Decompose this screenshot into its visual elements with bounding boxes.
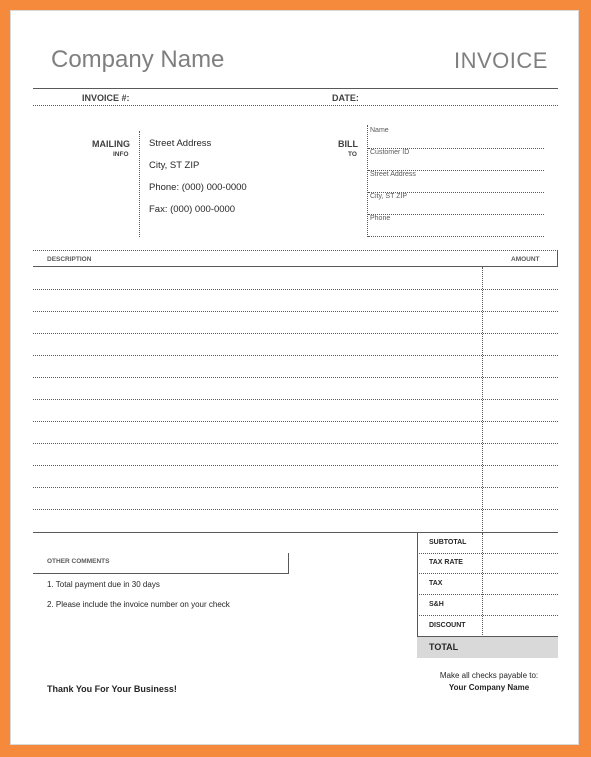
totals-line bbox=[417, 553, 558, 554]
comment-line-2: 2. Please include the invoice number on your check bbox=[47, 600, 230, 609]
bill-label: BILL bbox=[338, 139, 358, 149]
comment-line-1: 1. Total payment due in 30 days bbox=[47, 580, 160, 589]
comments-header: OTHER COMMENTS bbox=[47, 558, 110, 565]
totals-line bbox=[417, 594, 558, 595]
invoice-number-label: INVOICE #: bbox=[82, 93, 130, 103]
item-row-line bbox=[33, 377, 558, 378]
item-row-line bbox=[33, 355, 558, 356]
mailing-city: City, ST ZIP bbox=[149, 160, 200, 171]
discount-label: DISCOUNT bbox=[429, 622, 466, 629]
item-row-line bbox=[33, 311, 558, 312]
tax-label: TAX bbox=[429, 580, 443, 587]
tax-rate-label: TAX RATE bbox=[429, 559, 463, 566]
document-title: INVOICE bbox=[454, 48, 548, 73]
bill-line bbox=[368, 236, 544, 237]
totals-left-edge bbox=[417, 533, 418, 637]
mailing-street: Street Address bbox=[149, 138, 212, 149]
company-name: Company Name bbox=[51, 46, 225, 73]
payable-company-name: Your Company Name bbox=[448, 683, 530, 692]
totals-line bbox=[417, 573, 558, 574]
invoice-page bbox=[10, 10, 579, 745]
amount-header: AMOUNT bbox=[511, 256, 540, 263]
mailing-sublabel: INFO bbox=[113, 151, 129, 158]
thank-you-note: Thank You For Your Business! bbox=[47, 684, 177, 694]
bill-customer-id-field: Customer ID bbox=[370, 149, 410, 156]
item-row-line bbox=[33, 487, 558, 488]
item-row-line bbox=[33, 421, 558, 422]
table-top-rule bbox=[33, 250, 558, 251]
item-row-line bbox=[33, 399, 558, 400]
date-label: DATE: bbox=[332, 93, 359, 103]
invoice-date-rule bbox=[33, 105, 558, 106]
comments-rule bbox=[33, 573, 289, 574]
subtotal-label: SUBTOTAL bbox=[429, 539, 467, 546]
comments-right-edge bbox=[288, 553, 289, 574]
totals-line bbox=[417, 615, 558, 616]
bill-street-field: Street Address bbox=[370, 171, 416, 178]
bill-sublabel: TO bbox=[348, 151, 357, 158]
bill-name-field: Name bbox=[370, 127, 389, 134]
description-header: DESCRIPTION bbox=[47, 256, 92, 263]
payable-line: Make all checks payable to: bbox=[439, 671, 539, 680]
item-row-line bbox=[33, 443, 558, 444]
item-row-line bbox=[33, 465, 558, 466]
sh-label: S&H bbox=[429, 601, 444, 608]
bill-divider bbox=[367, 125, 368, 237]
mailing-label: MAILING bbox=[92, 139, 130, 149]
mailing-fax: Fax: (000) 000-0000 bbox=[149, 204, 236, 215]
totals-value-divider bbox=[482, 533, 483, 637]
header-rule bbox=[33, 88, 558, 89]
table-bottom-rule bbox=[33, 532, 558, 533]
item-row-line bbox=[33, 289, 558, 290]
item-row-line bbox=[33, 509, 558, 510]
mailing-divider bbox=[139, 131, 140, 237]
bill-phone-field: Phone bbox=[370, 215, 391, 222]
item-row-line bbox=[33, 333, 558, 334]
mailing-phone: Phone: (000) 000-0000 bbox=[149, 182, 247, 193]
total-label: TOTAL bbox=[429, 642, 459, 652]
table-header-rule bbox=[33, 266, 558, 267]
bill-line bbox=[368, 214, 544, 215]
header-right-edge bbox=[557, 250, 558, 266]
bill-city-field: City, ST ZIP bbox=[370, 193, 408, 200]
